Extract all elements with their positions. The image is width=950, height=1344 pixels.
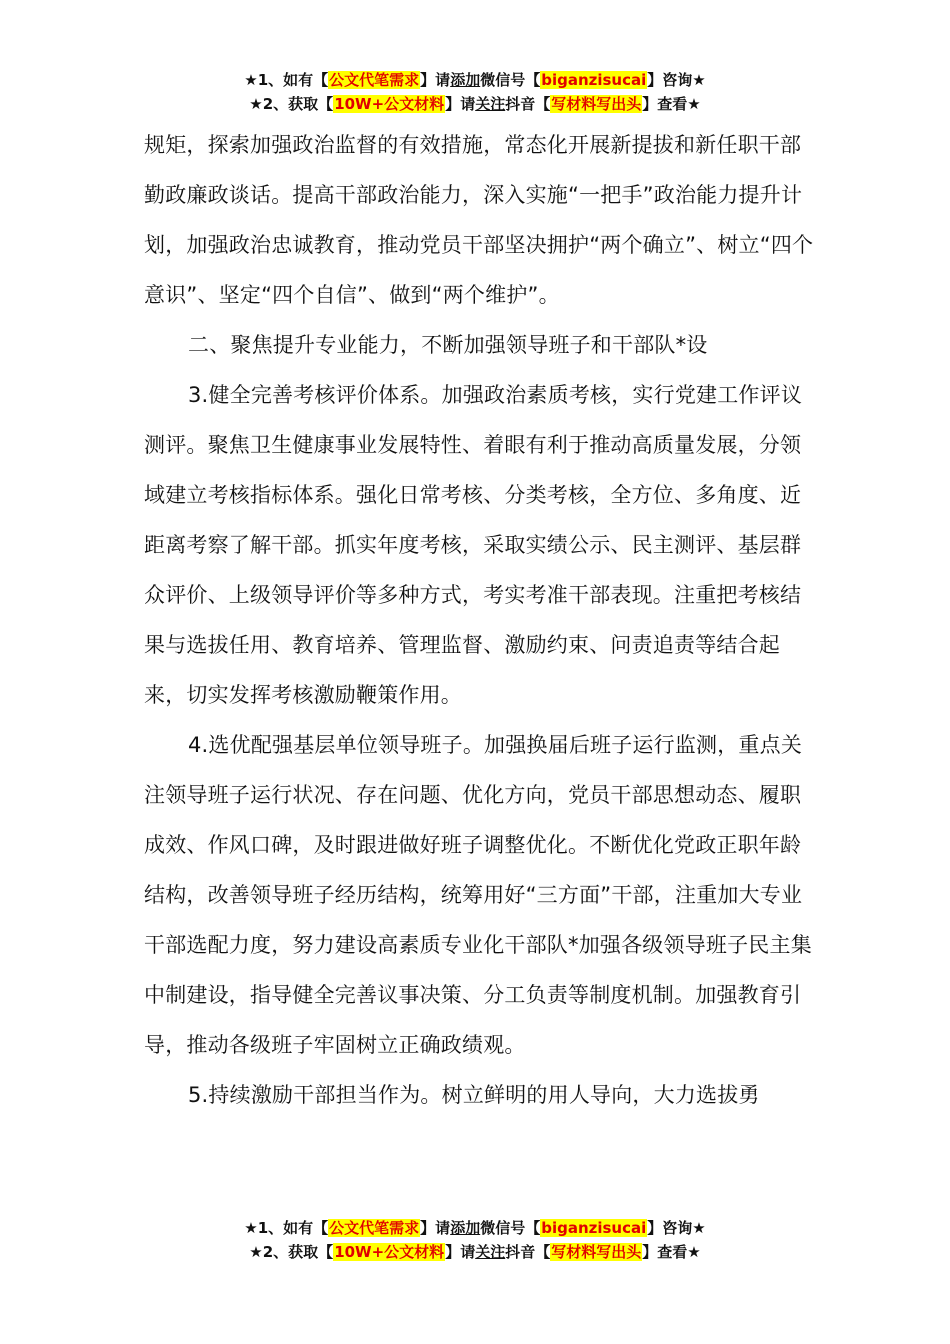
paragraph-5: 5.持续激励干部担当作为。树立鲜明的用人导向，大力选拔勇: [188, 1083, 760, 1107]
wechat-id-highlight: biganzisucai: [541, 71, 647, 89]
highlight-text: 10W+公文材料: [334, 95, 445, 113]
banner-text: 】咨询★: [647, 1219, 706, 1237]
underlined-text: 添加: [450, 71, 481, 89]
banner-line-1: [0, 1216, 950, 1240]
banner-line-2: [0, 92, 950, 116]
banner-line-1: [0, 68, 950, 92]
document-body: [144, 120, 814, 1120]
banner-text: ★1、如有【: [244, 1219, 329, 1237]
banner-text: 】查看★: [642, 95, 701, 113]
banner-text: 抖音【: [505, 1243, 551, 1261]
banner-text: 】请: [445, 95, 476, 113]
header-banner: [0, 68, 950, 116]
banner-text: 】请: [420, 71, 451, 89]
douyin-id-highlight: 写材料写出头: [551, 95, 642, 113]
banner-text: ★2、获取【: [249, 1243, 334, 1261]
paragraph-3: 3.健全完善考核评价体系。加强政治素质考核，实行党建工作评议测评。聚焦卫生健康事业发展特性、着眼有利于推动高质量发展，分领域建立考核指标体系。强化日常考核、分类考核，全方位、多角度、近距离考察了解干部。抓实年度考核，采取实绩公示、民主测评、基层群众评价、上级领导评价等多种方式，考实考准干部表现。注重把考核结果与选拔任用、教育培养、管理监督、激励约束、问责追责等结合起来，切实发挥考核激励鞭策作用。: [144, 383, 803, 707]
banner-text: 抖音【: [505, 95, 551, 113]
underlined-text: 添加: [450, 1219, 481, 1237]
underlined-text: 关注: [475, 95, 506, 113]
highlight-text: 10W+公文材料: [334, 1243, 445, 1261]
wechat-id-highlight: biganzisucai: [541, 1219, 647, 1237]
section-heading: 二、聚焦提升专业能力，不断加强领导班子和干部队*设: [188, 333, 708, 357]
banner-text: 】查看★: [642, 1243, 701, 1261]
underlined-text: 关注: [475, 1243, 506, 1261]
banner-text: ★1、如有【: [244, 71, 329, 89]
banner-text: ★2、获取【: [249, 95, 334, 113]
highlight-text: 公文代笔需求: [329, 71, 420, 89]
banner-text: 】请: [420, 1219, 451, 1237]
paragraph-4: 4.选优配强基层单位领导班子。加强换届后班子运行监测，重点关注领导班子运行状况、存在问题、优化方向，党员干部思想动态、履职成效、作风口碑，及时跟进做好班子调整优化。不断优化党政正职年龄结构，改善领导班子经历结构，统筹用好“三方面”干部，注重加大专业干部选配力度，努力建设高素质专业化干部队*加强各级领导班子民主集中制建设，指导健全完善议事决策、分工负责等制度机制。加强教育引导，推动各级班子牢固树立正确政绩观。: [144, 733, 812, 1057]
banner-text: 微信号【: [480, 1219, 541, 1237]
banner-text: 】咨询★: [647, 71, 706, 89]
douyin-id-highlight: 写材料写出头: [551, 1243, 642, 1261]
highlight-text: 公文代笔需求: [329, 1219, 420, 1237]
footer-banner: [0, 1216, 950, 1264]
banner-text: 微信号【: [480, 71, 541, 89]
paragraph-continued: 规矩，探索加强政治监督的有效措施，常态化开展新提拔和新任职干部勤政廉政谈话。提高干部政治能力，深入实施“一把手”政治能力提升计划，加强政治忠诚教育，推动党员干部坚决拥护“两个确立”、树立“四个意识”、坚定“四个自信”、做到“两个维护”。: [144, 133, 814, 307]
banner-line-2: [0, 1240, 950, 1264]
banner-text: 】请: [445, 1243, 476, 1261]
